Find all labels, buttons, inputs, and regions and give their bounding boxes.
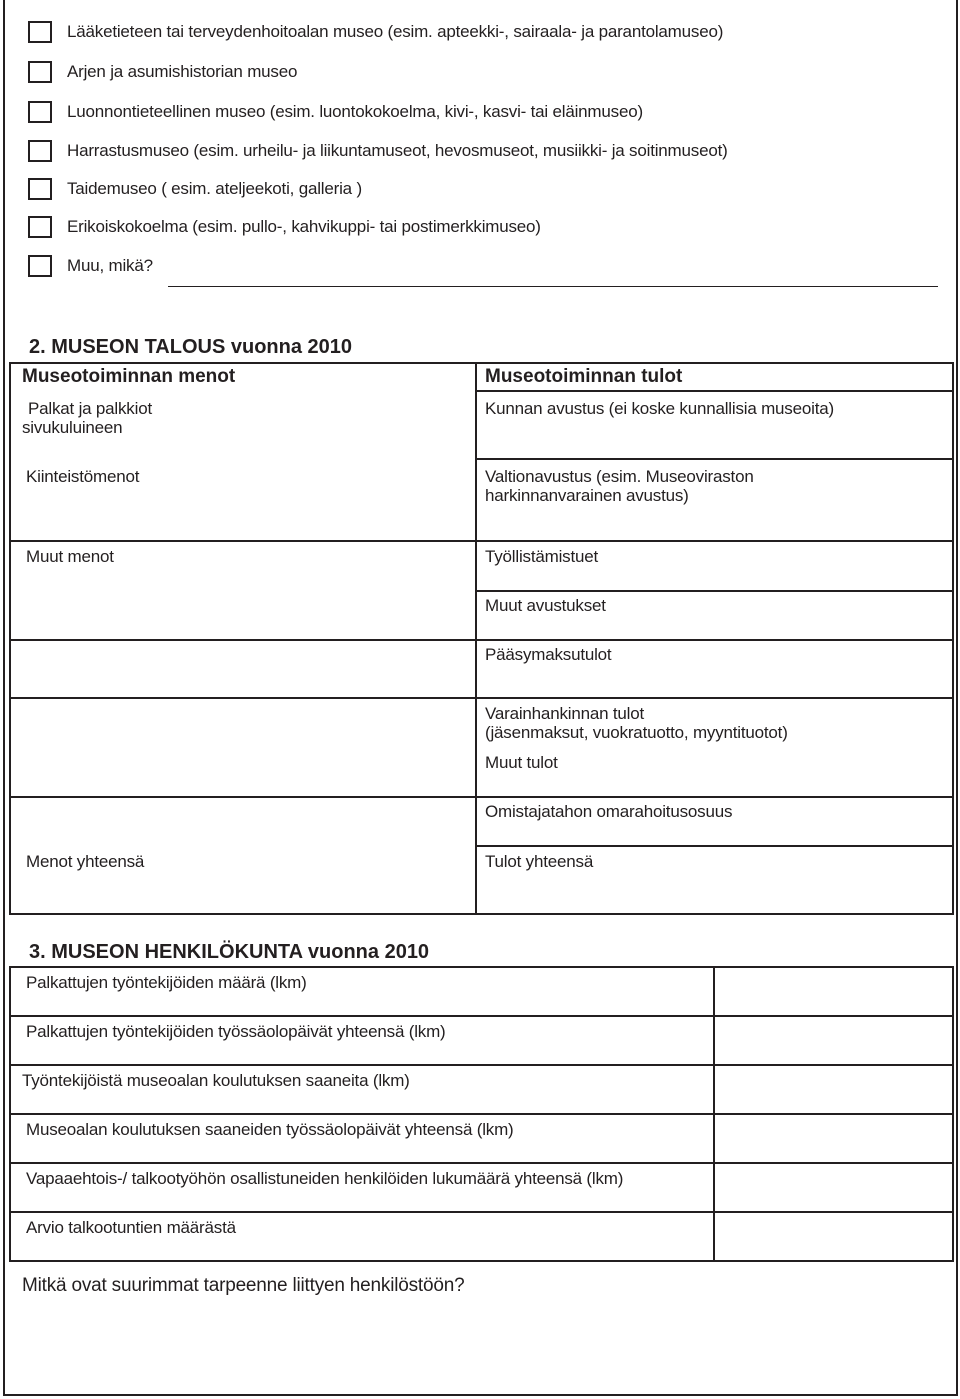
option-label: Harrastusmuseo (esim. urheilu- ja liikuntamuseot, hevosmuseot, musiikki- ja soitinmuseot)	[67, 141, 728, 160]
option-label: Erikoiskokoelma (esim. pullo-, kahvikuppi- tai postimerkkimuseo)	[67, 217, 541, 236]
divider	[713, 966, 715, 1262]
option-special-collection[interactable]	[28, 215, 541, 239]
divider	[9, 966, 954, 968]
option-hobby-museo[interactable]	[28, 139, 728, 163]
income-fundraising-label-2: (jäsenmaksut, vuokratuotto, myyntituotot)	[485, 723, 788, 742]
divider	[952, 966, 954, 1262]
divider	[9, 639, 954, 641]
option-label: Taidemuseo ( esim. ateljeekoti, galleria )	[67, 179, 362, 198]
income-employment-label: Työllistämistuet	[485, 547, 599, 566]
trained-staff-label: Työntekijöistä museoalan koulutuksen saaneita (lkm)	[22, 1071, 410, 1090]
option-label: Muu, mikä?	[67, 256, 153, 275]
divider	[952, 362, 954, 915]
option-art-museo[interactable]	[28, 177, 362, 201]
divider	[475, 458, 954, 460]
trained-workdays-label: Museoalan koulutuksen saaneiden työssäolopäivät yhteensä (lkm)	[26, 1120, 514, 1139]
expense-salaries-label-2: sivukuluineen	[22, 418, 123, 437]
divider	[9, 362, 954, 364]
staff-needs-question: Mitkä ovat suurimmat tarpeenne liittyen henkilöstöön?	[22, 1275, 465, 1296]
option-label: Arjen ja asumishistorian museo	[67, 62, 298, 81]
income-state-label: Valtionavustus (esim. Museoviraston	[485, 467, 754, 486]
income-fundraising-label: Varainhankinnan tulot	[485, 704, 644, 723]
expense-property-label: Kiinteistömenot	[26, 467, 140, 486]
option-label: Lääketieteen tai terveydenhoitoalan museo (esim. apteekki-, sairaala- ja parantolamuseo)	[67, 22, 724, 41]
option-natural-history-museo[interactable]	[28, 100, 643, 124]
divider	[9, 540, 954, 542]
divider	[9, 796, 954, 798]
divider	[475, 590, 954, 592]
divider	[475, 390, 954, 392]
option-medical-museo[interactable]	[28, 20, 724, 44]
income-owner-share-label: Omistajatahon omarahoitusosuus	[485, 802, 733, 821]
divider	[9, 966, 11, 1262]
checkbox[interactable]	[28, 178, 52, 200]
staff-workdays-label: Palkattujen työntekijöiden työssäolopäivät yhteensä (lkm)	[26, 1022, 446, 1041]
expenses-title: Museotoiminnan menot	[22, 366, 236, 387]
checkbox[interactable]	[28, 61, 52, 83]
divider	[9, 697, 954, 699]
option-other[interactable]	[28, 254, 153, 278]
divider	[475, 845, 954, 847]
checkbox[interactable]	[28, 216, 52, 238]
option-label: Luonnontieteellinen museo (esim. luontokokoelma, kivi-, kasvi- tai eläinmuseo)	[67, 102, 643, 121]
expense-salaries-label: Palkat ja palkkiot	[28, 399, 152, 418]
volunteer-hours-label: Arvio talkootuntien määrästä	[26, 1218, 236, 1237]
income-total-label: Tulot yhteensä	[485, 852, 594, 871]
checkbox[interactable]	[28, 140, 52, 162]
income-admission-label: Pääsymaksutulot	[485, 645, 612, 664]
volunteers-label: Vapaaehtois-/ talkootyöhön osallistuneiden henkilöiden lukumäärä yhteensä (lkm)	[26, 1169, 624, 1188]
income-municipal-label: Kunnan avustus (ei koske kunnallisia museoita)	[485, 399, 834, 418]
divider	[9, 913, 954, 915]
divider	[9, 1015, 954, 1017]
divider	[9, 1113, 954, 1115]
income-state-label-2: harkinnanvarainen avustus)	[485, 486, 689, 505]
divider	[9, 1211, 954, 1213]
checkbox[interactable]	[28, 255, 52, 277]
section-3-title: 3. MUSEON HENKILÖKUNTA vuonna 2010	[29, 941, 430, 963]
section-2-title: 2. MUSEON TALOUS vuonna 2010	[29, 336, 353, 358]
divider	[9, 1064, 954, 1066]
staff-count-label: Palkattujen työntekijöiden määrä (lkm)	[26, 973, 307, 992]
divider	[9, 362, 11, 915]
checkbox[interactable]	[28, 21, 52, 43]
income-other-label: Muut tulot	[485, 753, 558, 772]
income-title: Museotoiminnan tulot	[485, 366, 683, 387]
checkbox[interactable]	[28, 101, 52, 123]
divider	[475, 362, 477, 915]
option-everyday-museo[interactable]	[28, 60, 298, 84]
expense-total-label: Menot yhteensä	[26, 852, 145, 871]
other-answer-line[interactable]	[168, 286, 938, 287]
expense-other-label: Muut menot	[26, 547, 114, 566]
divider	[9, 1162, 954, 1164]
income-other-grants-label: Muut avustukset	[485, 596, 606, 615]
divider	[9, 1260, 954, 1262]
